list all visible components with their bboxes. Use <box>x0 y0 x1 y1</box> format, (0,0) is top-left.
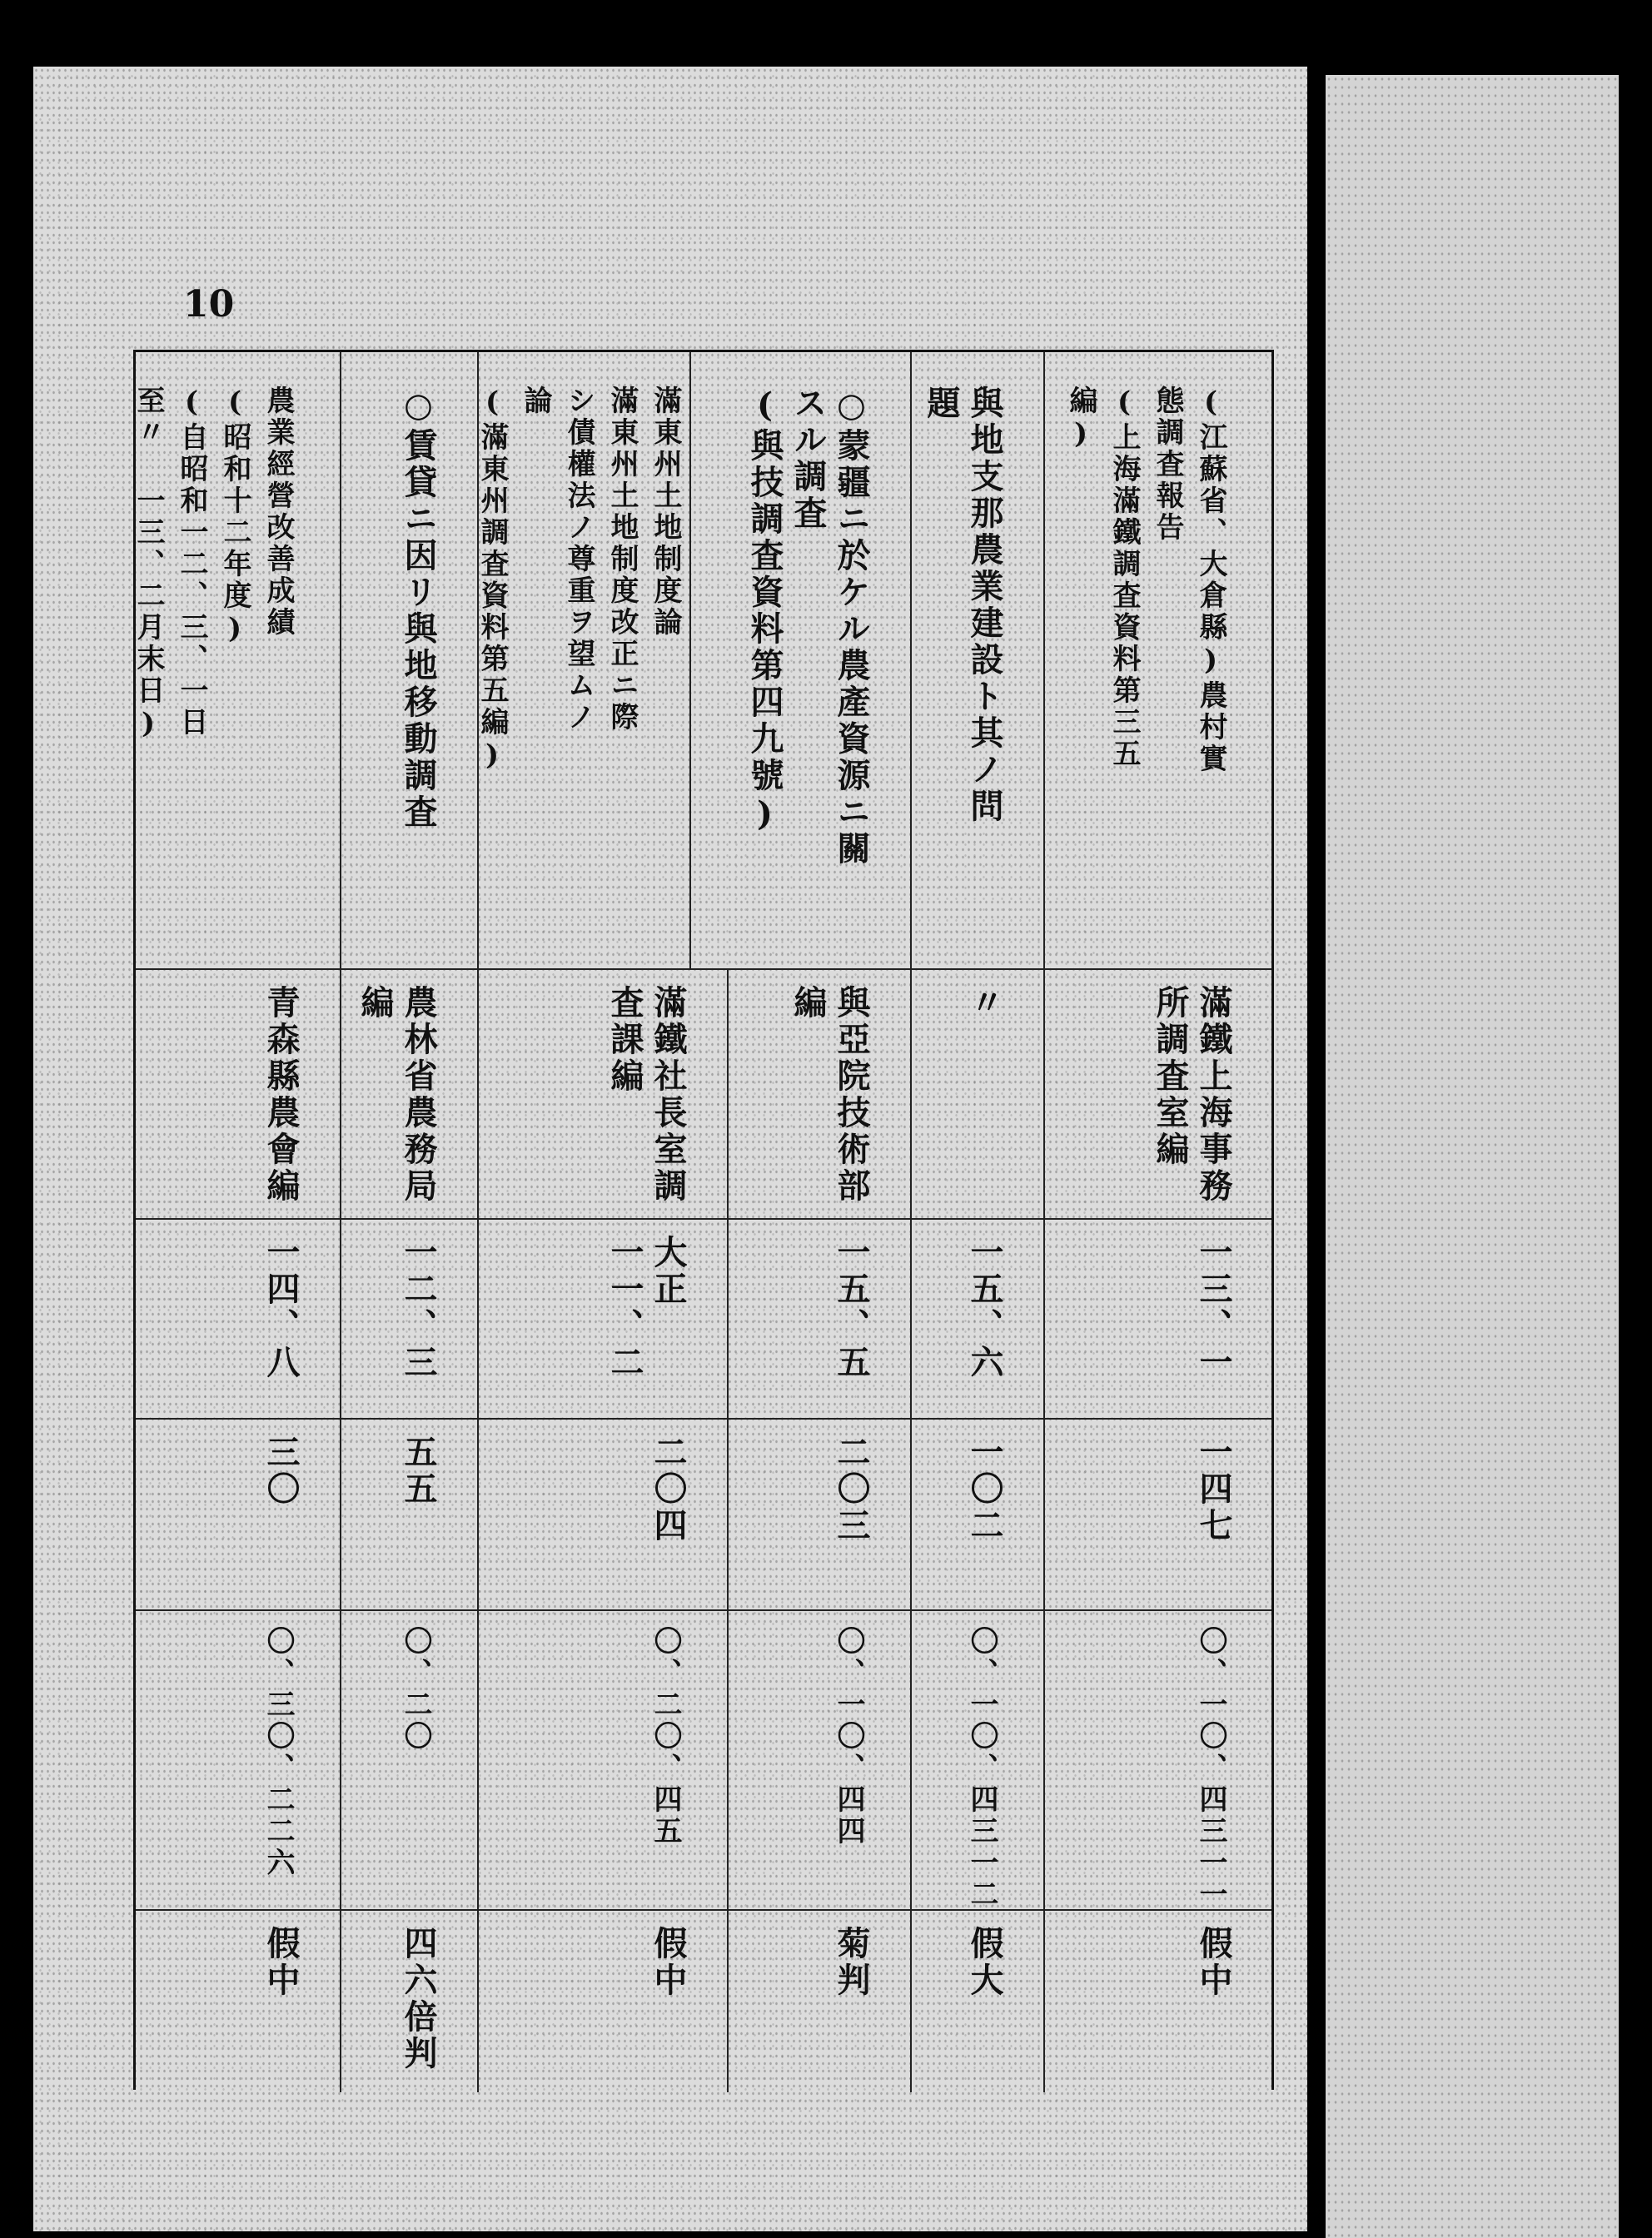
entry-author-line: 編 <box>789 985 828 1022</box>
entry-price-line: 〇、二〇 <box>399 1626 432 1753</box>
entry-author-line: 與亞院技術部 <box>832 985 871 1205</box>
author-divider <box>136 1218 1271 1220</box>
entry-format-line: 假中 <box>1194 1926 1233 1999</box>
entry-title-line: 編) <box>1064 385 1097 454</box>
entry-title-line: (上海滿鐵調査資料第三五 <box>1107 385 1141 770</box>
entry-author-line: 査課編 <box>605 985 644 1095</box>
page-number: 10 <box>183 283 235 326</box>
price-divider <box>136 1909 1271 1911</box>
entry-title-line: 題 <box>922 385 961 422</box>
entry-date-line: 大正 <box>649 1235 688 1308</box>
entry-title-line: 滿東州土地制度改正ニ際 <box>605 385 639 734</box>
entry-divider <box>689 352 691 968</box>
entry-format-line: 假大 <box>965 1926 1004 1999</box>
entry-title-line: 態調査報告 <box>1151 385 1184 544</box>
entry-divider <box>340 352 341 2092</box>
entry-author-line: 〃 <box>965 985 1004 1022</box>
entry-title-line: (昭和十二年度) <box>218 385 251 649</box>
entry-format-line: 假中 <box>649 1926 688 1999</box>
entry-title-line: 論 <box>519 385 552 417</box>
entry-date-line: 一三、一 <box>1194 1235 1233 1381</box>
entry-author-line: 滿鐵上海事務 <box>1194 985 1233 1205</box>
entry-price-line: 〇、二〇、四五 <box>649 1626 682 1848</box>
entry-pages-line: 五五 <box>399 1435 438 1508</box>
entry-pages-line: 一〇二 <box>965 1435 1004 1544</box>
entry-date-line: 一五、六 <box>965 1235 1004 1381</box>
entry-price-line: 〇、三〇、二二六 <box>261 1626 295 1879</box>
entry-author-line: 滿鐵社長室調 <box>649 985 688 1205</box>
header-divider <box>136 968 1271 970</box>
pages-divider <box>136 1609 1271 1611</box>
entry-divider <box>910 352 912 2092</box>
entry-title-line: 至〃 一三、二月末日) <box>132 385 165 744</box>
entry-price-line: 〇、一〇、四三一一 <box>1194 1626 1227 1911</box>
entry-divider <box>727 968 729 2092</box>
entry-pages-line: 一四七 <box>1194 1435 1233 1544</box>
entry-author-line: 編 <box>356 985 395 1022</box>
entry-price-line: 〇、一〇、四三一二 <box>965 1626 998 1911</box>
entry-date-line: 一五、五 <box>832 1235 871 1381</box>
entry-pages-line: 三〇 <box>261 1435 301 1508</box>
entry-title-line: (滿東州調査資料第五編) <box>475 385 509 775</box>
entry-title-line: (與技調査資料第四九號) <box>745 385 784 837</box>
entry-title-line: (自昭和一二、三、一日 <box>175 385 208 739</box>
entry-date-line: 一四、八 <box>261 1235 301 1381</box>
entry-divider <box>1043 968 1045 2092</box>
entry-title-line: 與地支那農業建設ト其ノ問 <box>965 385 1004 825</box>
entry-format-line: 菊判 <box>832 1926 871 1999</box>
entry-title-line: ○賃貸ニ因リ與地移動調査 <box>399 385 438 831</box>
entry-author-line: 所調査室編 <box>1151 985 1190 1168</box>
adjacent-page <box>1326 75 1619 2238</box>
catalog-table <box>133 350 1274 2090</box>
entry-date-line: 一二、三 <box>399 1235 438 1381</box>
entry-title-line: (江蘇省、大倉縣)農村實 <box>1194 385 1227 775</box>
entry-format-line: 四六倍判 <box>399 1926 438 2072</box>
date-divider <box>136 1418 1271 1420</box>
entry-format-line: 假中 <box>261 1926 301 1999</box>
entry-date-line: 一一、二 <box>605 1235 644 1381</box>
entry-pages-line: 二〇三 <box>832 1435 871 1544</box>
entry-pages-line: 二〇四 <box>649 1435 688 1544</box>
entry-author-line: 青森縣農會編 <box>261 985 301 1205</box>
entry-price-line: 〇、一〇、四四 <box>832 1626 865 1848</box>
entry-title-line: スル調査 <box>789 385 828 532</box>
entry-author-line: 農林省農務局 <box>399 985 438 1205</box>
entry-title-line: シ債權法ノ尊重ヲ望ムノ <box>562 385 595 734</box>
entry-title-line: 滿東州土地制度論 <box>649 385 682 639</box>
entry-divider <box>1043 352 1045 968</box>
entry-title-line: 農業經營改善成績 <box>261 385 295 639</box>
entry-title-line: ○蒙疆ニ於ケル農產資源ニ關 <box>832 385 871 868</box>
